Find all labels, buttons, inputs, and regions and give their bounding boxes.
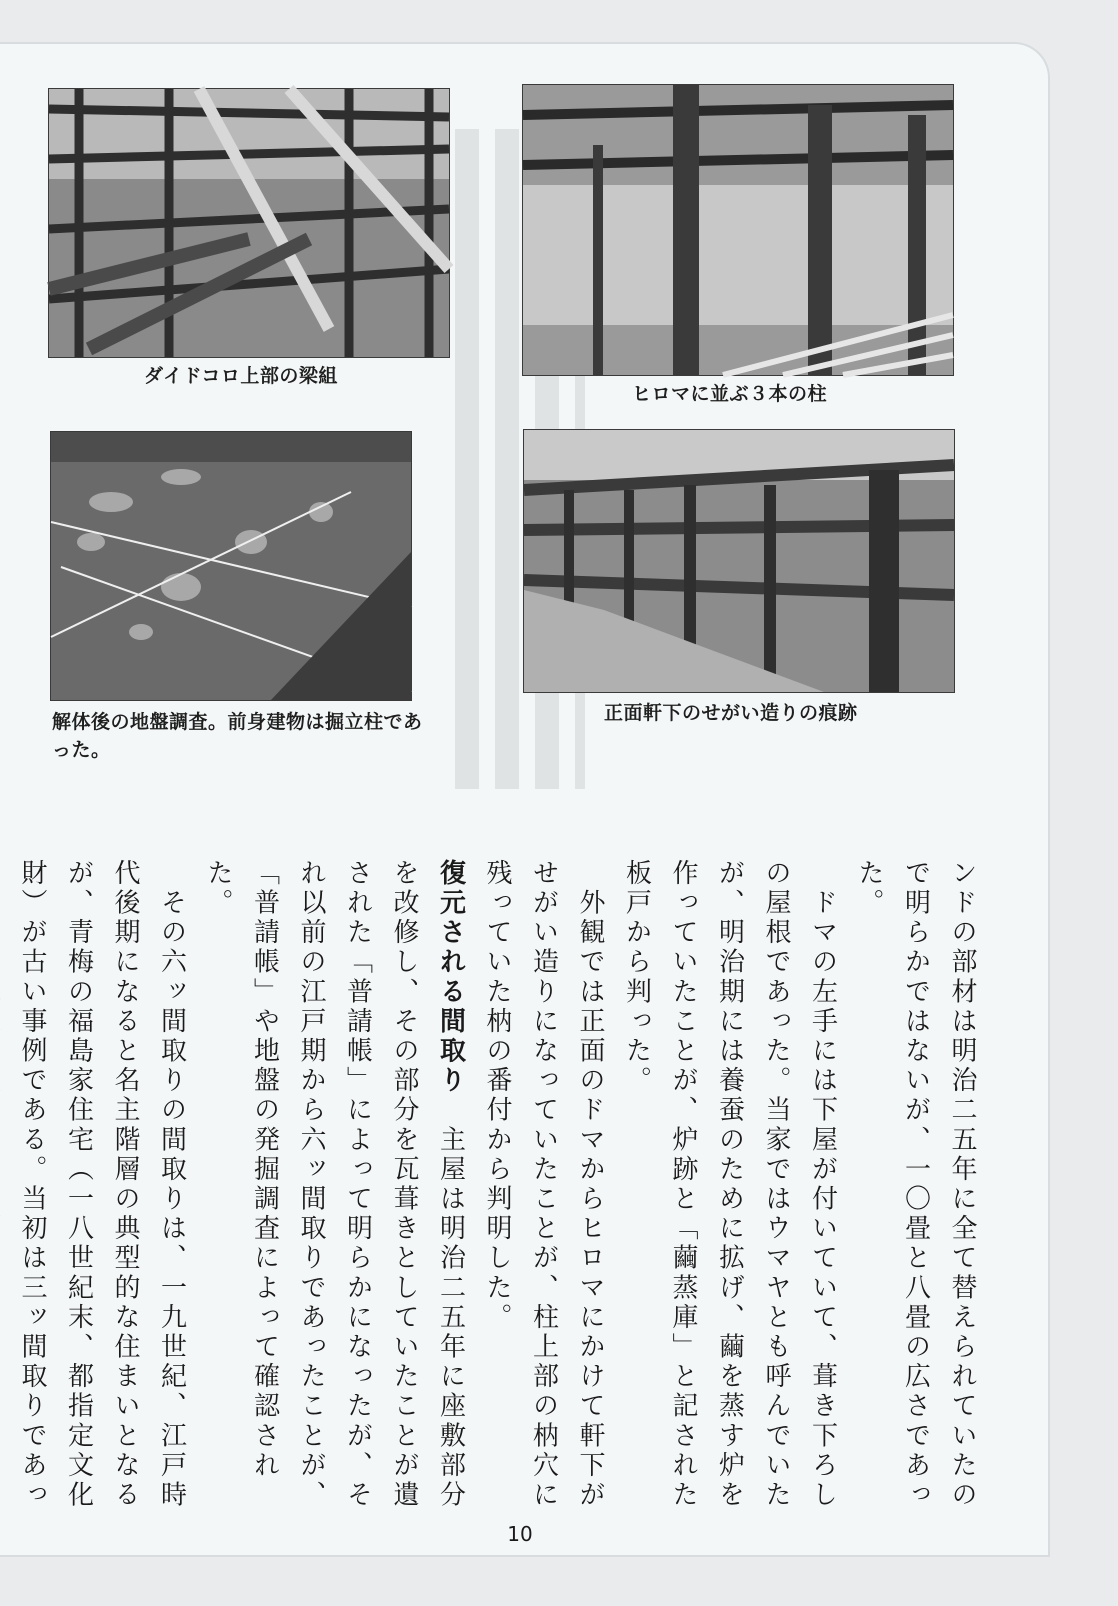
photo-ground-survey [50,431,412,701]
caption-photo2: ヒロマに並ぶ３本の柱 [632,383,828,405]
section-heading: 復元される間取り [435,859,466,1096]
paragraph [195,859,474,1529]
caption-photo1: ダイドコロ上部の梁組 [144,365,338,387]
photo-three-pillars [522,84,954,376]
paragraph: その六ッ間取りの間取りは、一九世紀、江戸時代後期になると名主階層の典型的な住まいとなるが、青梅の福島家住宅（一八世紀末、都指定文化財）が古い事例である。当初は三ッ間取りであっ [17,859,187,1511]
caption-photo4: 正面軒下のせがい造りの痕跡 [604,702,858,724]
page-number: 10 [507,1522,533,1546]
photo-eaves-traces [523,429,955,693]
caption-photo3: 解体後の地盤調査。前身建物は掘立柱であった。 [52,711,423,761]
paragraph: ドマの左手には下屋が付いていて、葺き下ろしの屋根であった。当家ではウマヤとも呼んでいたが、明治期には養蚕のために拡げ、繭を蒸す炉を作っていたことが、炉跡と「繭蒸庫」と記された板戸から判った。 [621,859,838,1511]
body-text [17,859,985,1529]
photo-kitchen-beams [48,88,450,358]
paragraph: 外観では正面のドマからヒロマにかけて軒下がせがい造りになっていたことが、柱上部の枘穴に残っていた枘の番付から判明した。 [482,859,605,1511]
paragraph-text: 主屋は明治二五年に座敷部分を改修し、その部分を瓦葺きとしていたことが遺された「普請帳」によって明らかになったが、それ以前の江戸期から六ッ間取りであったことが、「普請帳」や地盤の発掘調査によって確認された。 [203,859,466,1511]
page-sheet [0,42,1050,1557]
paragraph: ンドの部材は明治二五年に全て替えられていたので明らかではないが、一〇畳と八畳の広さであった。 [854,859,977,1511]
